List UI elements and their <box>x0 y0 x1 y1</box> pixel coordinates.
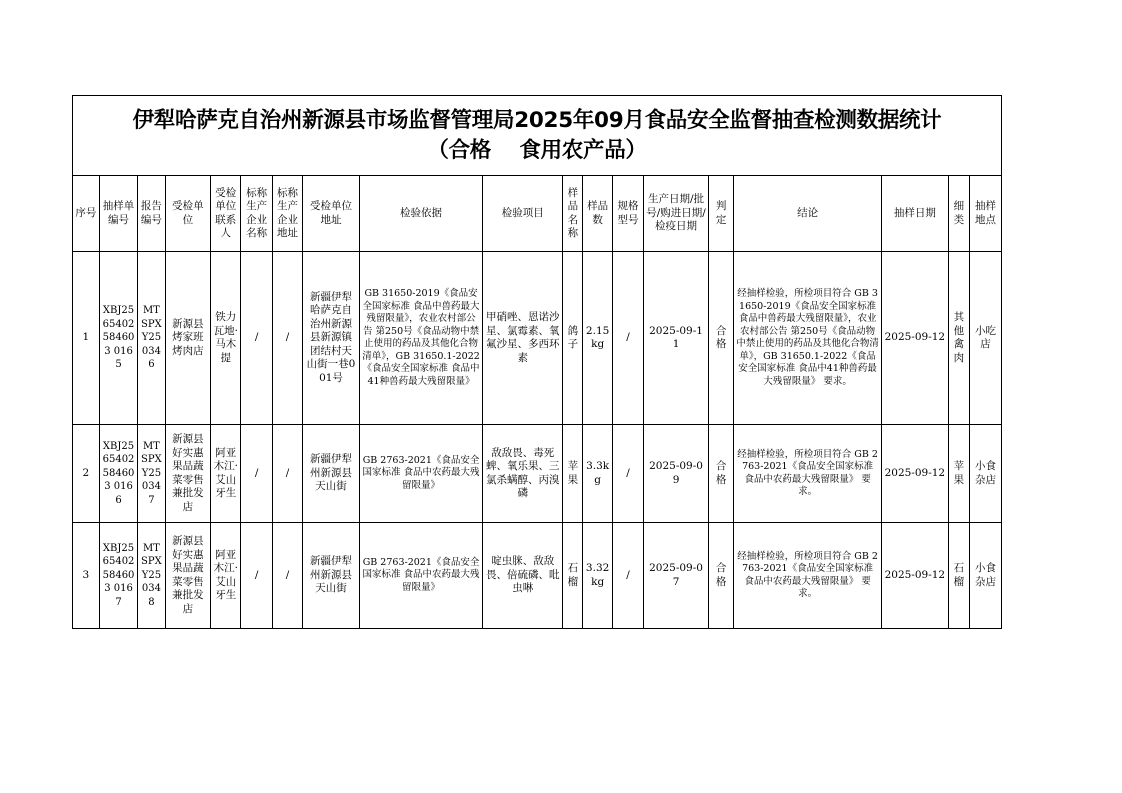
items-cell: 甲硝唑、恩诺沙星、氯霉素、氧氟沙星、多西环素 <box>483 252 563 425</box>
header-row <box>73 176 1001 252</box>
title-box <box>73 96 1001 176</box>
header-cell: 规格型号 <box>612 176 643 252</box>
qty-cell: 2.15kg <box>583 252 612 425</box>
product-cell: 石榴 <box>563 523 583 629</box>
header-cell: 细类 <box>948 176 969 252</box>
sample-no-cell: XBJ2565402584603 0166 <box>99 425 137 523</box>
seq-cell: 2 <box>73 425 99 523</box>
header-cell: 抽样地点 <box>970 176 1002 252</box>
sample-no-cell: XBJ2565402584603 0165 <box>99 252 137 425</box>
header-cell: 抽样日期 <box>881 176 948 252</box>
mfr-addr-cell: / <box>272 252 302 425</box>
header-cell: 结论 <box>734 176 882 252</box>
place-cell: 小食杂店 <box>970 425 1002 523</box>
sample-date-cell: 2025-09-12 <box>881 425 948 523</box>
basis-cell: GB 2763-2021《食品安全国家标准 食品中农药最大残留限量》 <box>359 523 482 629</box>
report-no-cell: MTSPXY250347 <box>138 425 165 523</box>
table-row <box>73 425 1001 523</box>
header-cell: 受检单位 <box>165 176 211 252</box>
header-cell: 抽样单编号 <box>99 176 137 252</box>
header-cell: 检验项目 <box>483 176 563 252</box>
header-cell: 样品名称 <box>563 176 583 252</box>
items-cell: 啶虫脒、敌敌畏、倍硫磷、吡虫啉 <box>483 523 563 629</box>
mfr-name-cell: / <box>241 425 272 523</box>
date-cell: 2025-09-09 <box>644 425 709 523</box>
place-cell: 小食杂店 <box>970 523 1002 629</box>
sample-date-cell: 2025-09-12 <box>881 523 948 629</box>
basis-cell: GB 2763-2021《食品安全国家标准 食品中农药最大残留限量》 <box>359 425 482 523</box>
report-subtitle: （合格 食用农产品） <box>427 138 647 163</box>
sample-date-cell: 2025-09-12 <box>881 252 948 425</box>
category-cell: 苹果 <box>948 425 969 523</box>
unit-addr-cell: 新疆伊犁州新源县天山街 <box>303 523 360 629</box>
header-cell: 样品数 <box>583 176 612 252</box>
judge-cell: 合格 <box>708 252 733 425</box>
header-cell: 报告编号 <box>138 176 165 252</box>
header-cell: 受检单位联系人 <box>211 176 241 252</box>
header-cell: 受检单位地址 <box>303 176 360 252</box>
header-cell: 检验依据 <box>359 176 482 252</box>
judge-cell: 合格 <box>708 523 733 629</box>
category-cell: 其他禽肉 <box>948 252 969 425</box>
table-row <box>73 252 1001 425</box>
items-cell: 敌敌畏、毒死蜱、氧乐果、三氯杀螨醇、丙溴磷 <box>483 425 563 523</box>
seq-cell: 1 <box>73 252 99 425</box>
conclusion-cell: 经抽样检验，所检项目符合 GB 31650-2019《食品安全国家标准 食品中兽药最大残留限量》，农业农村部公告 第250号《食品动物中禁止使用的药品及其他化合物清单》，GB 31650.1-2022《食品安全国家标准 食品中41种兽药最大残留限量》 要求。 <box>734 252 882 425</box>
spec-cell: / <box>612 252 643 425</box>
report-sheet <box>72 95 1002 629</box>
mfr-addr-cell: / <box>272 425 302 523</box>
mfr-name-cell: / <box>241 523 272 629</box>
header-cell: 判定 <box>708 176 733 252</box>
unit-addr-cell: 新疆伊犁哈萨克自治州新源县新源镇团结村天山街一巷001号 <box>303 252 360 425</box>
sample-no-cell: XBJ2565402584603 0167 <box>99 523 137 629</box>
contact-cell: 铁力瓦地·马木提 <box>211 252 241 425</box>
table-row <box>73 523 1001 629</box>
unit-cell: 新源县好实惠果品蔬菜零售兼批发店 <box>165 523 211 629</box>
judge-cell: 合格 <box>708 425 733 523</box>
conclusion-cell: 经抽样检验，所检项目符合 GB 2763-2021《食品安全国家标准 食品中农药最大残留限量》 要求。 <box>734 523 882 629</box>
qty-cell: 3.32kg <box>583 523 612 629</box>
date-cell: 2025-09-07 <box>644 523 709 629</box>
spec-cell: / <box>612 523 643 629</box>
unit-cell: 新源县好实惠果品蔬菜零售兼批发店 <box>165 425 211 523</box>
report-no-cell: MTSPXY250348 <box>138 523 165 629</box>
inspection-table <box>73 176 1001 628</box>
header-cell: 标称生产企业地址 <box>272 176 302 252</box>
header-cell: 生产日期/批号/购进日期/检疫日期 <box>644 176 709 252</box>
header-cell: 标称生产企业名称 <box>241 176 272 252</box>
unit-addr-cell: 新疆伊犁州新源县天山街 <box>303 425 360 523</box>
mfr-addr-cell: / <box>272 523 302 629</box>
category-cell: 石榴 <box>948 523 969 629</box>
contact-cell: 阿亚木江·艾山牙生 <box>211 523 241 629</box>
report-title: 伊犁哈萨克自治州新源县市场监督管理局2025年09月食品安全监督抽查检测数据统计 <box>132 108 942 133</box>
conclusion-cell: 经抽样检验，所检项目符合 GB 2763-2021《食品安全国家标准 食品中农药最大残留限量》 要求。 <box>734 425 882 523</box>
qty-cell: 3.3kg <box>583 425 612 523</box>
date-cell: 2025-09-11 <box>644 252 709 425</box>
place-cell: 小吃店 <box>970 252 1002 425</box>
basis-cell: GB 31650-2019《食品安全国家标准 食品中兽药最大残留限量》，农业农村部公告 第250号《食品动物中禁止使用的药品及其他化合物清单》，GB 31650.1-2022《食品安全国家标准 食品中41种兽药最大残留限量》 <box>359 252 482 425</box>
unit-cell: 新源县烤家班烤肉店 <box>165 252 211 425</box>
product-cell: 苹果 <box>563 425 583 523</box>
product-cell: 鸽子 <box>563 252 583 425</box>
seq-cell: 3 <box>73 523 99 629</box>
spec-cell: / <box>612 425 643 523</box>
contact-cell: 阿亚木江·艾山牙生 <box>211 425 241 523</box>
report-no-cell: MTSPXY250346 <box>138 252 165 425</box>
header-cell: 序号 <box>73 176 99 252</box>
mfr-name-cell: / <box>241 252 272 425</box>
